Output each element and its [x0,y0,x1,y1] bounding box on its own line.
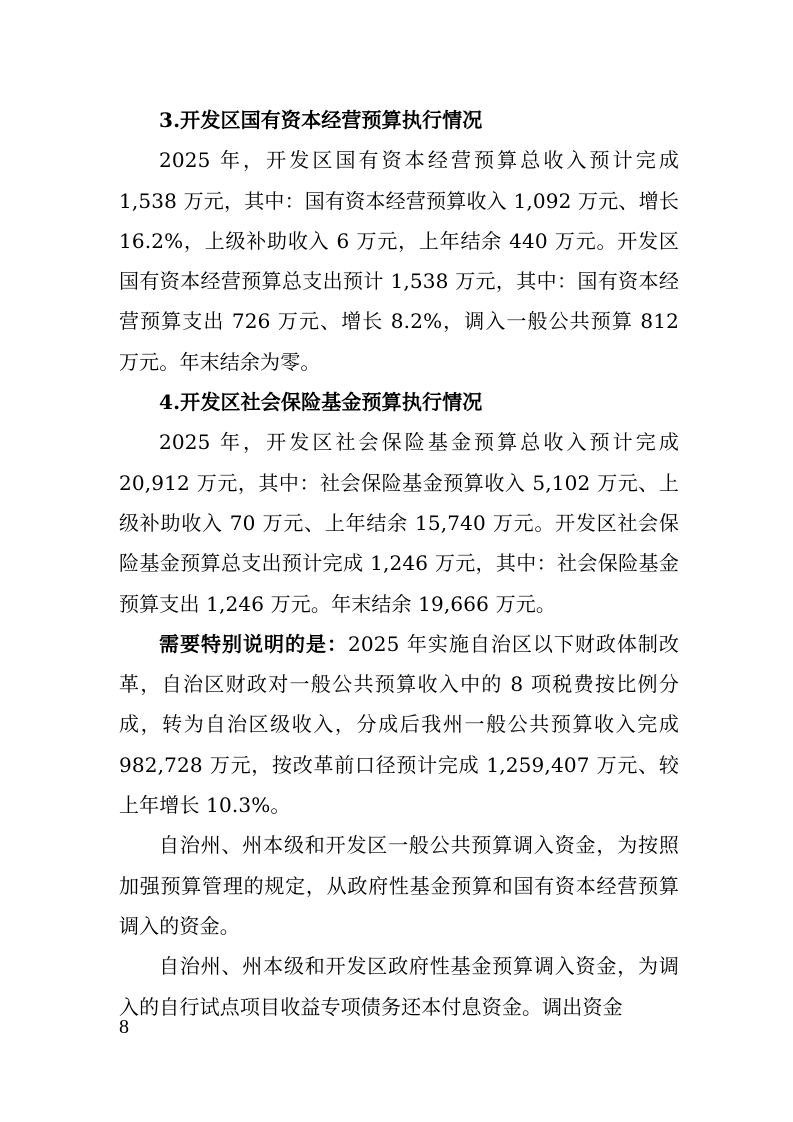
special-note-lead: 需要特别说明的是： [159,631,348,656]
paragraph-general-budget-transfer: 自治州、州本级和开发区一般公共预算调入资金，为按照加强预算管理的规定，从政府性基金预算和国有资本经营预算调入的资金。 [119,833,679,938]
section-heading-social-insurance: 4.开发区社会保险基金预算执行情况 [159,390,483,415]
special-note-body: 2025 年实施自治区以下财政体制改革，自治区财政对一般公共预算收入中的 8 项税费按比例分成，转为自治区级收入，分成后我州一般公共预算收入完成 982,728 万元，按改革前口径预计完成 1,259,407 万元、较上年增长 10.3%。 [119,631,679,818]
section-body-social-insurance: 2025 年，开发区社会保险基金预算总收入预计完成 20,912 万元，其中：社会保险基金预算收入 5,102 万元、上级补助收入 70 万元、上年结余 15,740 万元。开发区社会保险基金预算总支出预计完成 1,246 万元，其中：社会保险基金预算支出 1,246 万元。年末结余 19,666 万元。 [119,430,679,616]
document-body [119,100,679,1027]
page-number: 8 [119,1016,129,1038]
section-heading-state-capital: 3.开发区国有资本经营预算执行情况 [159,108,483,132]
section-body-state-capital: 2025 年，开发区国有资本经营预算总收入预计完成 1,538 万元，其中：国有资本经营预算收入 1,092 万元、增长 16.2%，上级补助收入 6 万元，上年结余 440 万元。开发区国有资本经营预算总支出预计 1,538 万元，其中：国有资本经营预算支出 726 万元、增长 8.2%，调入一般公共预算 812 万元。年末结余为零。 [119,148,679,374]
paragraph-fund-budget-transfer: 自治州、州本级和开发区政府性基金预算调入资金，为调入的自行试点项目收益专项债务还本付息资金。调出资金 [119,954,679,1019]
special-note-paragraph [119,624,679,825]
